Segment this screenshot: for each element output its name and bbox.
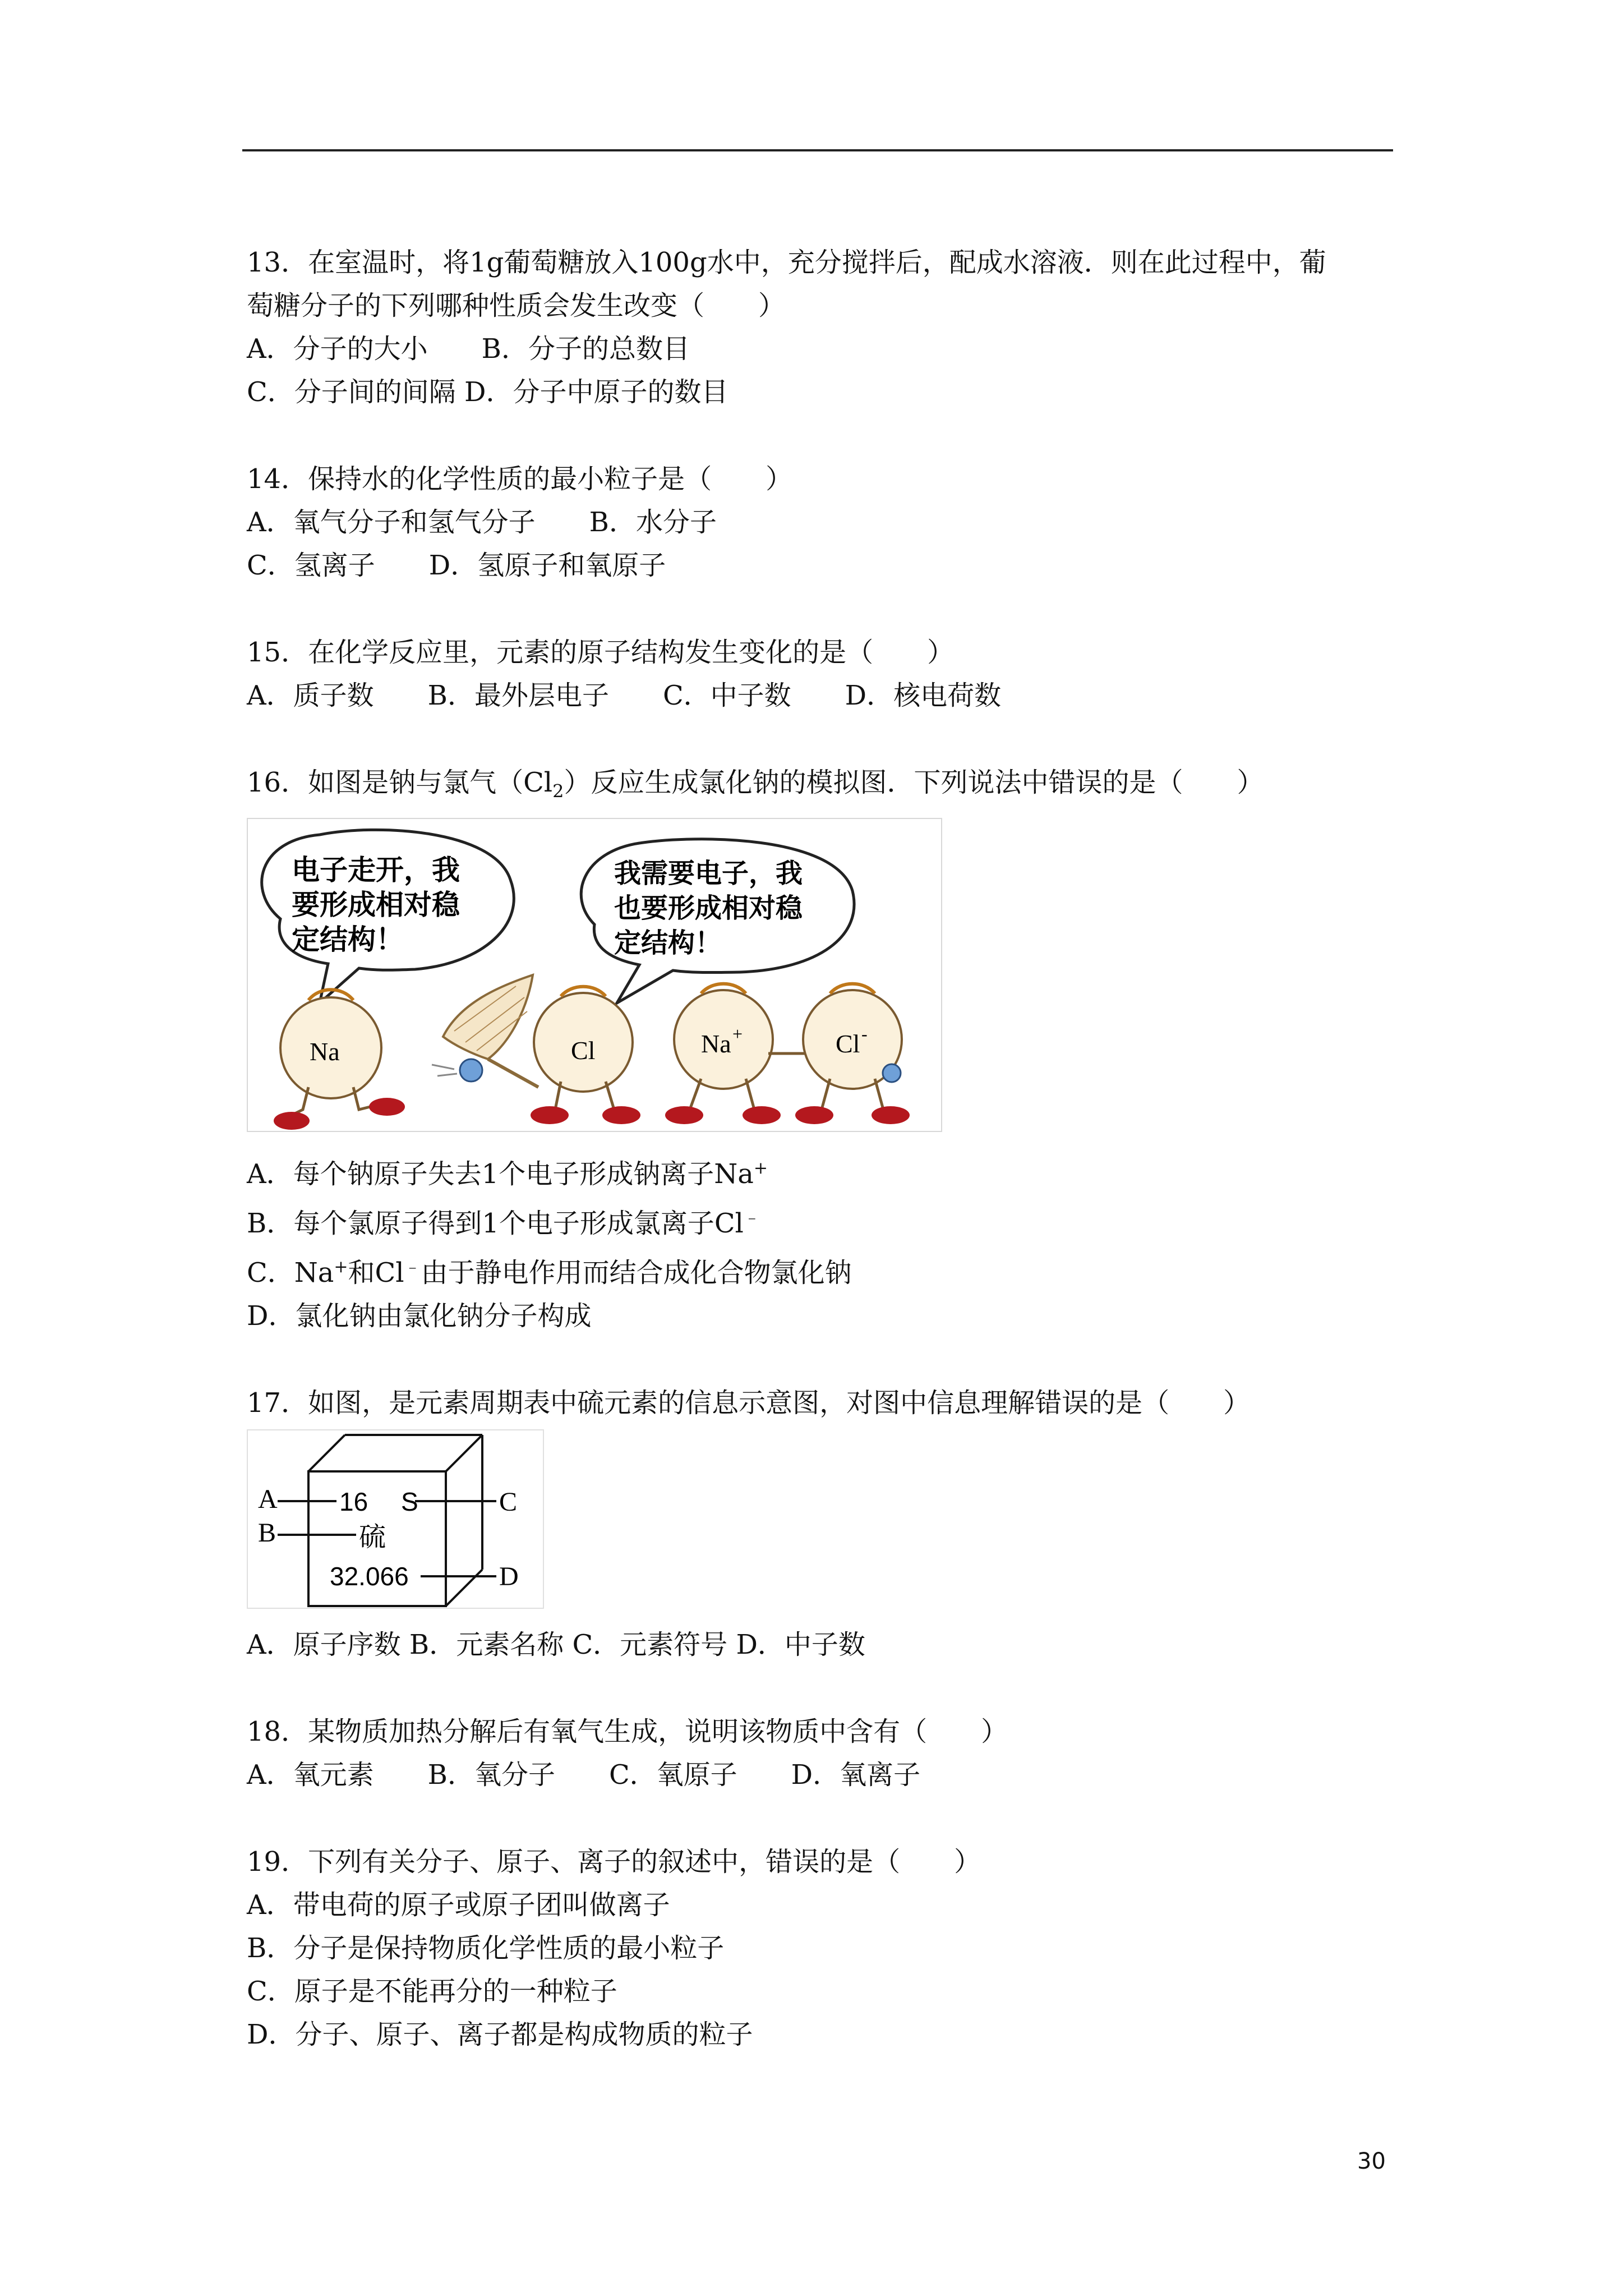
cartoon-figure: [247, 818, 942, 1132]
question-19: [247, 1841, 1413, 2056]
label-a: A: [258, 1484, 278, 1514]
options-abcd: A．氧元素 B．氧分子 C．氧原子 D．氧离子: [247, 1759, 921, 1791]
options-ab: A．氧气分子和氢气分子 B．水分子: [247, 507, 717, 538]
label-c: C: [499, 1487, 518, 1517]
bubble-text: 定结构！: [614, 927, 722, 959]
header-rule: [242, 149, 1393, 151]
label-b: B: [258, 1517, 276, 1548]
bubble-text: 我需要电子，我: [614, 857, 803, 889]
option-text: A．每个钠原子失去1个电子形成钠离子Na: [247, 1158, 754, 1190]
option-c: C．原子是不能再分的一种粒子: [247, 1975, 617, 2007]
question-18: [247, 1710, 1413, 1797]
option-text: C．Na: [247, 1257, 334, 1289]
superscript: +: [334, 1257, 348, 1277]
option-a: A．带电荷的原子或原子团叫做离子: [247, 1889, 670, 1921]
options-abcd: A．质子数 B．最外层电子 C．中子数 D．核电荷数: [247, 680, 1002, 711]
option-text: B．每个氯原子得到1个电子形成氯离子Cl: [247, 1207, 744, 1239]
question-15: [247, 631, 1413, 717]
question-14: [247, 458, 1413, 587]
option-b: B．分子是保持物质化学性质的最小粒子: [247, 1932, 725, 1964]
option-d: D．分子、原子、离子都是构成物质的粒子: [247, 2018, 753, 2050]
bubble-text: 要形成相对稳: [292, 888, 460, 921]
element-symbol: S: [401, 1487, 418, 1516]
options-cd: C．分子间的间隔 D．分子中原子的数目: [247, 376, 728, 408]
question-stem: 13．在室温时，将1g葡萄糖放入100g水中，充分搅拌后，配成水溶液．则在此过程中，葡: [247, 247, 1326, 278]
option-a: [247, 1147, 1413, 1196]
page-number: 30: [1357, 2148, 1386, 2174]
superscript: +: [753, 1158, 768, 1178]
question-stem: 19．下列有关分子、原子、离子的叙述中，错误的是（ ）: [247, 1846, 981, 1878]
options-abcd: A．原子序数 B．元素名称 C．元素符号 D．中子数: [247, 1628, 865, 1660]
question-list: [247, 241, 1413, 2100]
question-stem: 15．在化学反应里，元素的原子结构发生变化的是（ ）: [247, 637, 955, 668]
element-cell-figure: [247, 1429, 1413, 1609]
atomic-mass: 32.066: [330, 1561, 409, 1591]
superscript: ﹣: [404, 1257, 421, 1277]
atom-label: Cl: [836, 1029, 860, 1058]
stem-text: ）反应生成氯化钠的模拟图．下列说法中错误的是（ ）: [564, 767, 1264, 798]
atom-label: Na: [310, 1037, 340, 1066]
question-stem-cont: 萄糖分子的下列哪种性质会发生改变（ ）: [247, 290, 786, 321]
subscript: 2: [552, 780, 564, 802]
stem-text: 16．如图是钠与氯气（Cl: [247, 767, 553, 798]
atomic-number: 16: [339, 1487, 368, 1516]
question-stem: 17．如图，是元素周期表中硫元素的信息示意图，对图中信息理解错误的是（ ）: [247, 1387, 1251, 1419]
options-ab: A．分子的大小 B．分子的总数目: [247, 333, 690, 365]
charge-label: +: [732, 1023, 743, 1044]
sodium-chlorine-cartoon: [247, 818, 1413, 1132]
question-16: [247, 761, 1413, 1338]
option-c: [247, 1245, 1413, 1295]
question-13: [247, 241, 1413, 414]
question-stem: [247, 761, 1413, 813]
option-b: [247, 1196, 1413, 1245]
atom-label: Cl: [571, 1036, 596, 1065]
superscript: ﹣: [743, 1207, 760, 1227]
charge-label: -: [861, 1023, 868, 1044]
bubble-text: 电子走开，我: [292, 853, 460, 886]
element-name: 硫: [359, 1521, 386, 1553]
question-stem: 14．保持水的化学性质的最小粒子是（ ）: [247, 463, 793, 495]
options-cd: C．氢离子 D．氢原子和氧原子: [247, 550, 666, 581]
atom-label: Na: [701, 1029, 731, 1058]
bubble-text: 也要形成相对稳: [614, 892, 803, 924]
question-stem: 18．某物质加热分解后有氧气生成，说明该物质中含有（ ）: [247, 1715, 1008, 1747]
option-text: 和Cl: [348, 1257, 404, 1289]
option-text: 由于静电作用而结合成化合物氯化钠: [421, 1257, 852, 1289]
option-d: D．氯化钠由氯化钠分子构成: [247, 1300, 592, 1332]
bubble-text: 定结构！: [292, 923, 404, 956]
label-d: D: [499, 1561, 519, 1591]
captured-electron-icon: [883, 1064, 901, 1082]
periodic-cell-diagram: [247, 1429, 544, 1609]
question-17: [247, 1382, 1413, 1667]
